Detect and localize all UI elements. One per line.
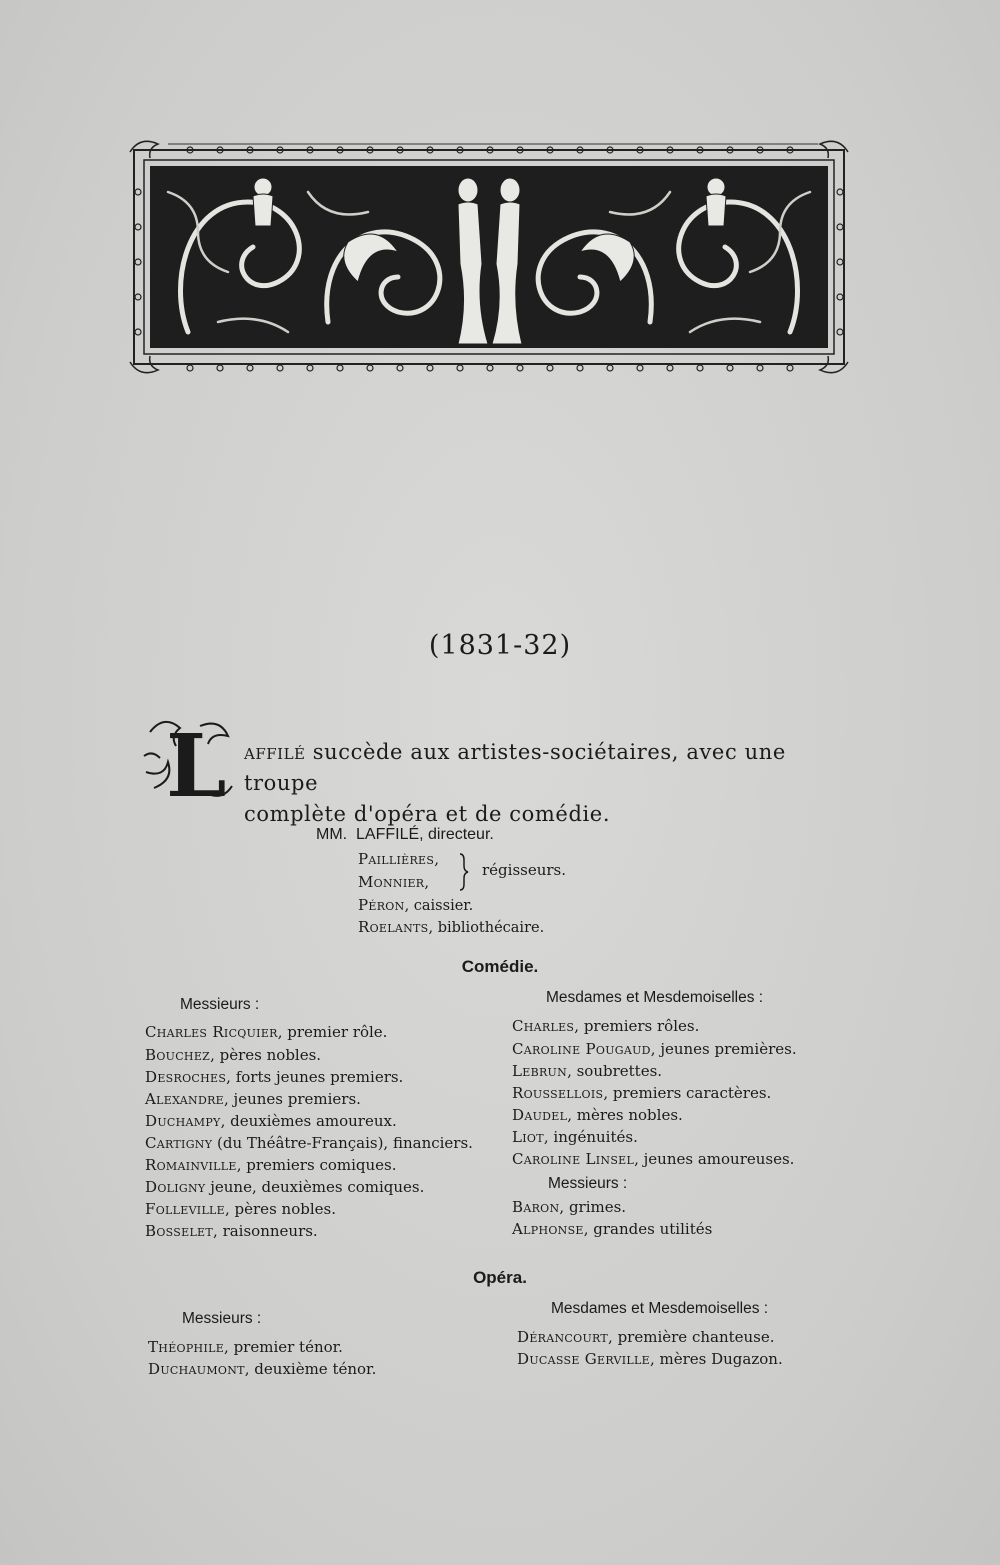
intro-line2: complète d'opéra et de comédie. (244, 802, 611, 826)
list-item: Caroline Linsel, jeunes amoureuses. (512, 1150, 795, 1168)
list-item: Théophile, premier ténor. (148, 1338, 343, 1356)
list-item: Cartigny (du Théâtre-Français), financiers. (145, 1134, 473, 1152)
cashier-name: Péron (358, 896, 405, 914)
director-role: , directeur. (419, 826, 494, 843)
regisseur-2: Monnier, (358, 873, 430, 891)
list-item: Charles Ricquier, premier rôle. (145, 1023, 388, 1041)
ornamental-header-banner (128, 132, 850, 382)
list-item: Duchampy, deuxièmes amoureux. (145, 1112, 397, 1130)
list-item: Roussellois, premiers caractères. (512, 1084, 772, 1102)
list-item: Daudel, mères nobles. (512, 1106, 683, 1124)
list-item: Duchaumont, deuxième ténor. (148, 1360, 377, 1378)
list-item: Ducasse Gerville, mères Dugazon. (517, 1350, 783, 1368)
list-item: Caroline Pougaud, jeunes premières. (512, 1040, 797, 1058)
list-item: Romainville, premiers comiques. (145, 1156, 397, 1174)
opera-women-header: Mesdames et Mesdemoiselles : (551, 1300, 769, 1317)
regisseur-role: régisseurs. (482, 861, 567, 879)
comedie-women-header: Mesdames et Mesdemoiselles : (546, 989, 764, 1006)
list-item: Charles, premiers rôles. (512, 1017, 700, 1035)
cashier-role: , caissier. (404, 898, 474, 914)
comedie-men-header: Messieurs : (180, 996, 260, 1013)
brace-icon (456, 852, 470, 892)
list-item: Lebrun, soubrettes. (512, 1062, 663, 1080)
list-item: Folleville, pères nobles. (145, 1200, 336, 1218)
opera-men-header: Messieurs : (182, 1310, 262, 1327)
intro-line1: succède aux artistes-sociétaires, avec une troupe (244, 740, 786, 795)
svg-text:L: L (166, 716, 227, 808)
intro-text (244, 737, 864, 830)
opera-women-column (517, 1300, 857, 1380)
list-item: Desroches, forts jeunes premiers. (145, 1068, 404, 1086)
list-item: Bouchez, pères nobles. (145, 1046, 322, 1064)
director-name: LAFFILÉ (356, 826, 420, 843)
list-item: Dérancourt, première chanteuse. (517, 1328, 775, 1346)
list-item: Doligny jeune, deuxièmes comiques. (145, 1178, 425, 1196)
list-item: Bosselet, raisonneurs. (145, 1222, 318, 1240)
intro-first-word: affilé (244, 740, 306, 764)
comedie-title: Comédie. (461, 957, 539, 976)
ornamental-dropcap (140, 712, 236, 808)
librarian-role: , bibliothécaire. (428, 920, 545, 936)
mm-label: MM. (316, 826, 348, 843)
comedie-right-men-header: Messieurs : (548, 1175, 628, 1192)
librarian-name: Roelants (358, 918, 429, 936)
list-item: Liot, ingénuités. (512, 1128, 638, 1146)
list-item: Alexandre, jeunes premiers. (145, 1090, 361, 1108)
year-heading: (1831-32) (428, 630, 572, 661)
list-item: Baron, grimes. (512, 1198, 627, 1216)
list-item: Alphonse, grandes utilités (512, 1220, 713, 1238)
regisseur-1: Paillières, (358, 850, 440, 868)
opera-title: Opéra. (473, 1268, 527, 1287)
opera-men-column (148, 1310, 508, 1390)
comedie-women-column (512, 989, 852, 1249)
comedie-men-column (145, 996, 505, 1256)
